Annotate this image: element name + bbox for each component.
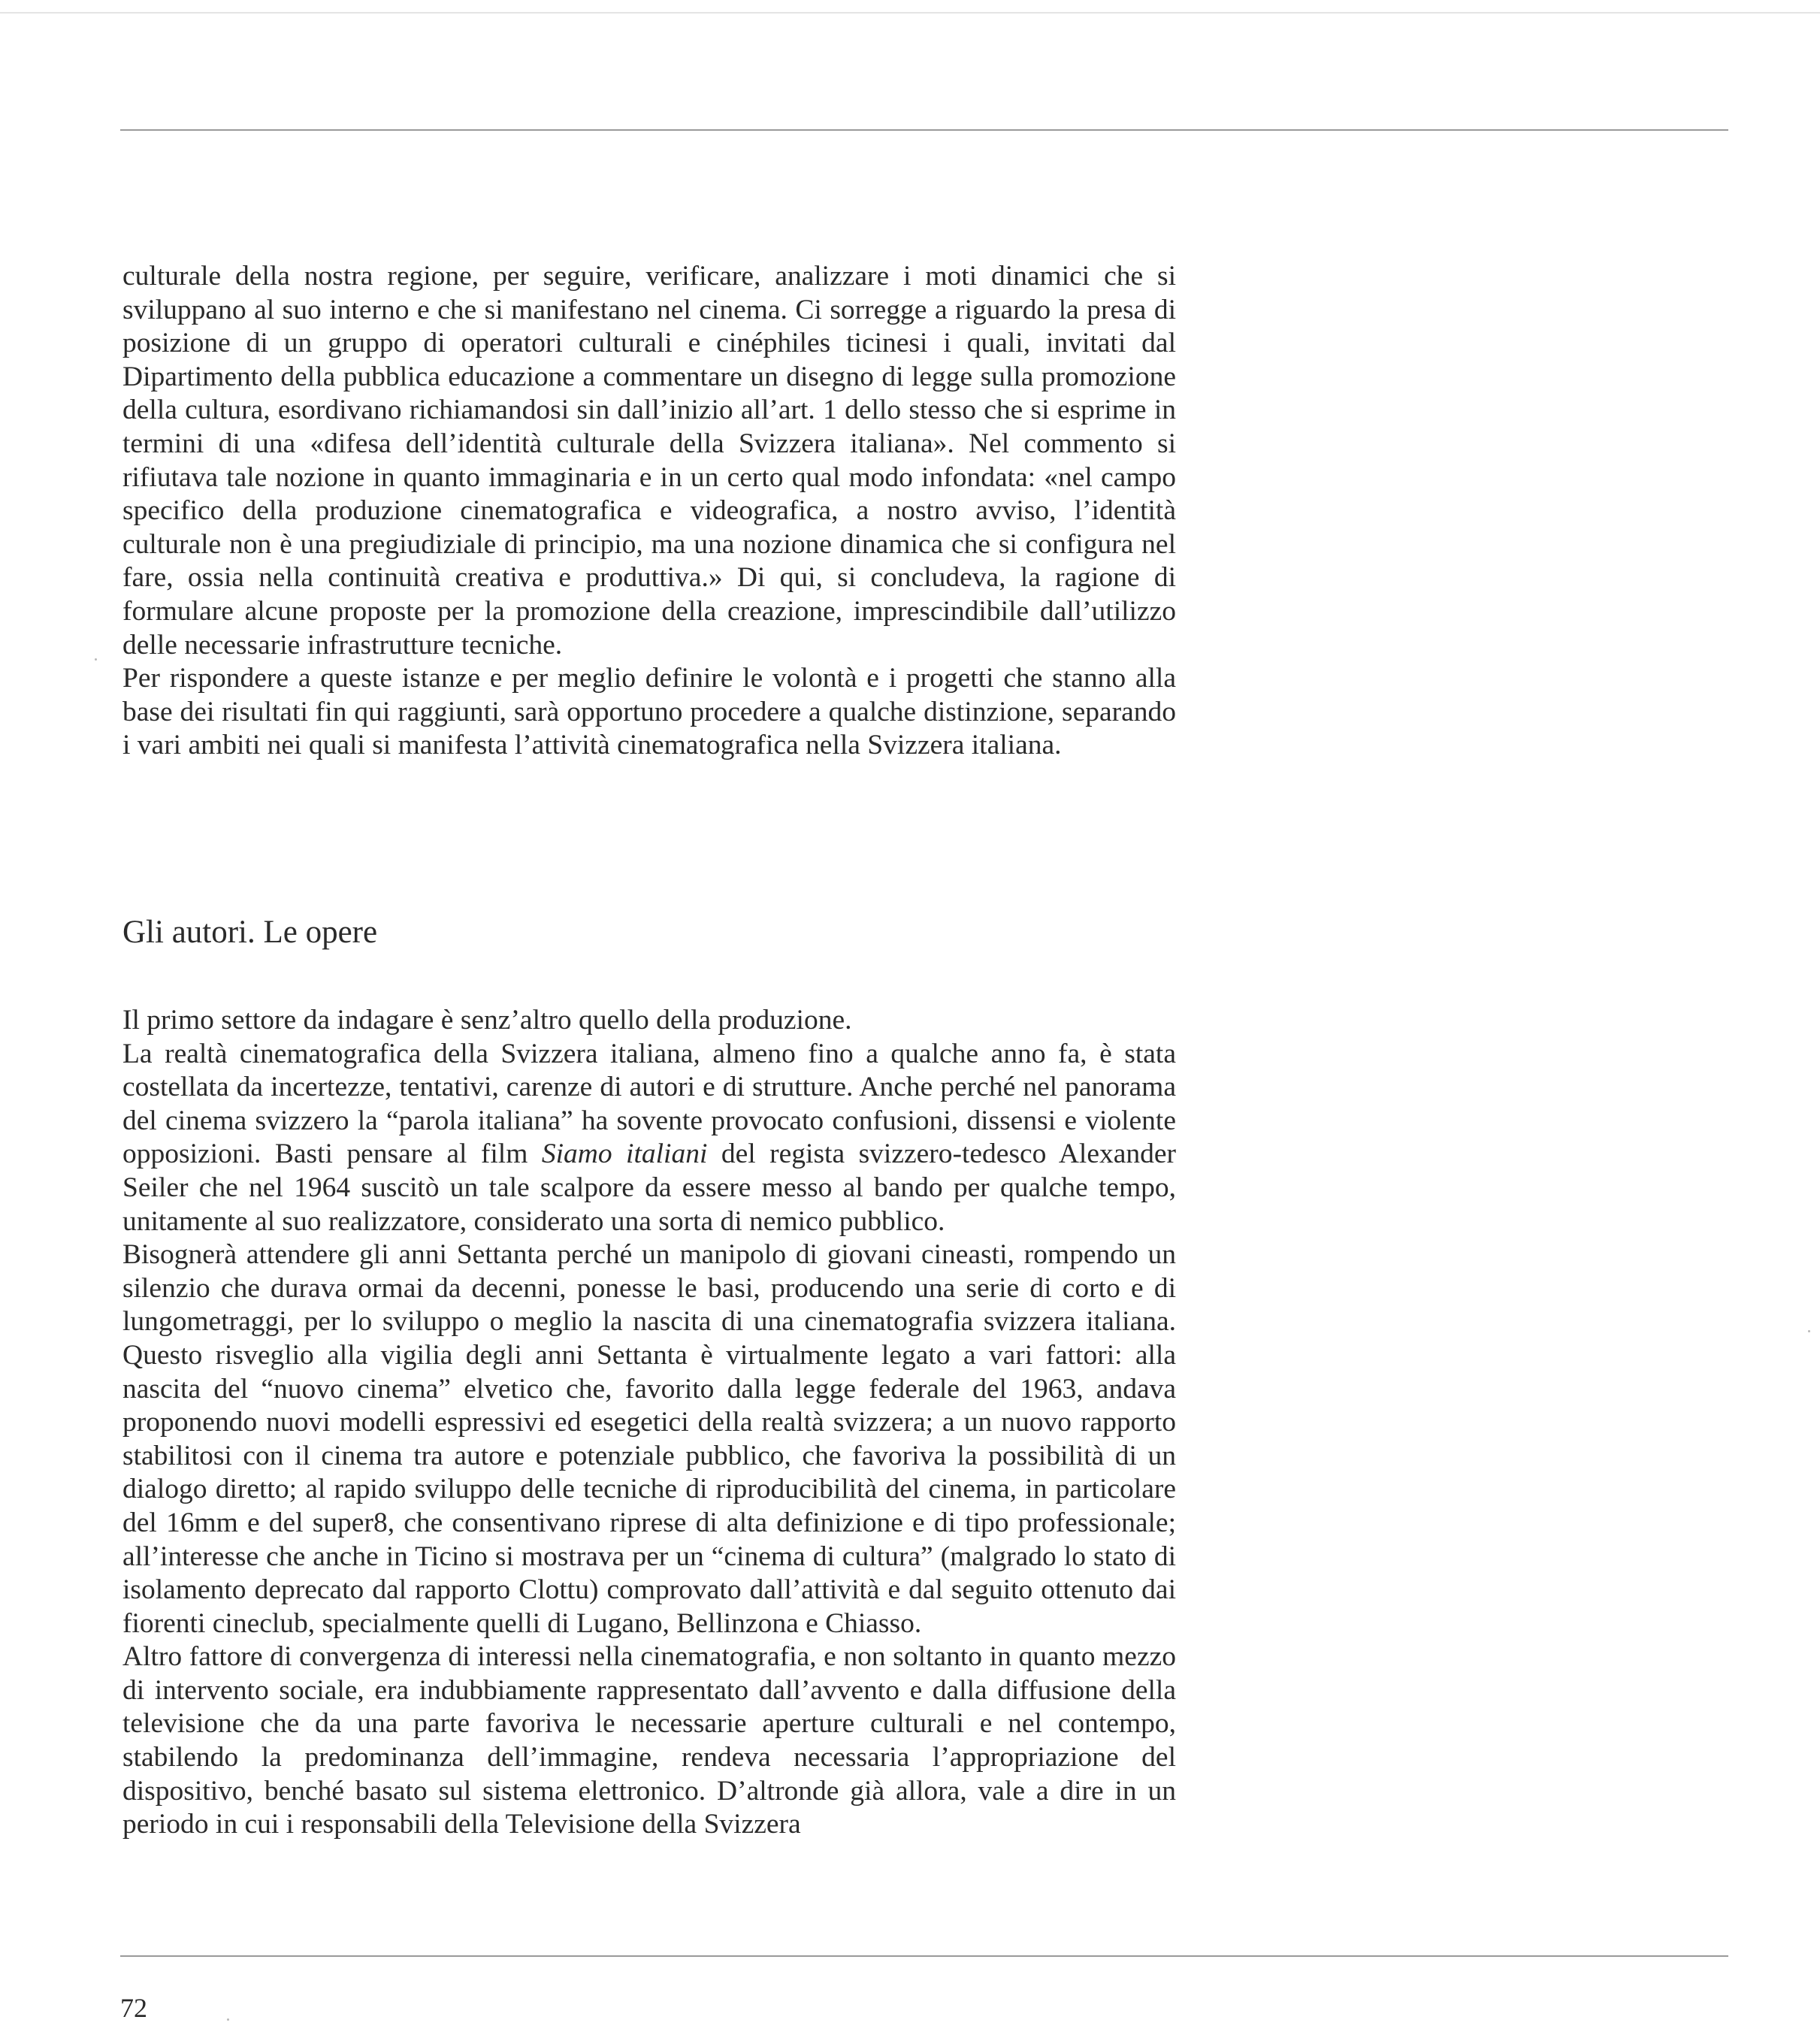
scan-speck bbox=[95, 658, 97, 661]
body-paragraph: Altro fattore di convergenza di interessi nella cinematografia, e non soltanto in quanto mezzo di intervento sociale, era indubbiamente rappresentato dall’avvento e dalla diffusione della televisione che da una parte favoriva le necessarie aperture culturali e nel contempo, stabilendo la predominanza dell’immagine, rendeva necessaria l’appropriazione del dispositivo, benché basato sul sistema elettronico. D’altronde già allora, vale a dire in un periodo in cui i responsabili della Televisione della Svizzera bbox=[122, 1641, 1176, 1840]
scan-speck bbox=[227, 2018, 229, 2021]
section-heading: Gli autori. Le opere bbox=[122, 915, 378, 950]
body-paragraph bbox=[122, 1038, 1176, 1239]
scan-speck bbox=[1808, 1330, 1810, 1332]
section-text-block bbox=[122, 1004, 1176, 1842]
paragraph-text: del regista svizzero-tedesco Alexander Seiler che nel 1964 suscitò un tale scalpore da essere messo al bando per qualche tempo, unitamente al suo realizzatore, considerato una sorta di nemico pubblico. bbox=[122, 1138, 1176, 1237]
header-rule bbox=[120, 129, 1728, 131]
scan-edge-line bbox=[0, 12, 1820, 14]
film-title: Siamo italiani bbox=[541, 1138, 708, 1170]
body-paragraph: Il primo settore da indagare è senz’altro quello della produzione. bbox=[122, 1005, 852, 1036]
footer-rule bbox=[120, 1955, 1728, 1957]
body-paragraph: Bisognerà attendere gli anni Settanta perché un manipolo di giovani cineasti, rompendo un silenzio che durava ormai da decenni, ponesse le basi, producendo una serie di corto e di lungometraggi, per lo sviluppo o meglio la nascita di una cinematografia svizzera italiana. Questo risveglio alla vigilia degli anni Settanta è virtualmente legato a vari fattori: alla nascita del “nuovo cinema” elvetico che, favorito dalla legge federale del 1963, andava proponendo nuovi modelli espressivi ed esegetici della realtà svizzera; a un nuovo rapporto stabilitosi con il cinema tra autore e potenziale pubblico, che favoriva la possibilità di un dialogo diretto; al rapido sviluppo delle tecniche di riproducibilità del cinema, in particolare del 16mm e del super8, che consentivano riprese di alta definizione e di tipo professionale; all’interesse che anche in Ticino si mostrava per un “cinema di cultura” (malgrado lo stato di isolamento deprecato dal rapporto Clottu) comprovato dall’attività e dal seguito ottenuto dai fiorenti cineclub, specialmente quelli di Lugano, Bellinzona e Chiasso. bbox=[122, 1239, 1176, 1639]
paragraph-text: La realtà cinematografica della Svizzera italiana, almeno fino a qualche anno fa, è stata costellata da incertezze, tentativi, carenze di autori e di strutture. Anche perché nel panorama del cinema svizzero la “parola italiana” ha sovente provocato confusioni, dissensi e violente opposizioni. Basti pensare al film bbox=[122, 1038, 1176, 1170]
intro-text-block bbox=[122, 260, 1176, 763]
page-number: 72 bbox=[120, 1993, 147, 2023]
body-paragraph: culturale della nostra regione, per seguire, verificare, analizzare i moti dinamici che si sviluppano al suo interno e che si manifestano nel cinema. Ci sorregge a riguardo la presa di posizione di un gruppo di operatori culturali e cinéphiles ticinesi i quali, invitati dal Dipartimento della pubblica educazione a commentare un disegno di legge sulla promozione della cultura, esordivano richiamandosi sin dall’inizio all’art. 1 dello stesso che si esprime in termini di una «difesa dell’identità culturale della Svizzera italiana». Nel commento si rifiutava tale nozione in quanto immaginaria e in un certo qual modo infondata: «nel campo specifico della produzione cinematografica e videografica, a nostro avviso, l’identità culturale non è una pregiudiziale di principio, ma una nozione dinamica che si configura nel fare, ossia nella continuità creativa e produttiva.» Di qui, si concludeva, la ragione di formulare alcune proposte per la promozione della creazione, imprescindibile dall’utilizzo delle necessarie infrastrutture tecniche. bbox=[122, 261, 1176, 661]
body-paragraph: Per rispondere a queste istanze e per meglio definire le volontà e i progetti che stanno alla base dei risultati fin qui raggiunti, sarà opportuno procedere a qualche distinzione, separando i vari ambiti nei quali si manifesta l’attività cinematografica nella Svizzera italiana. bbox=[122, 663, 1176, 761]
